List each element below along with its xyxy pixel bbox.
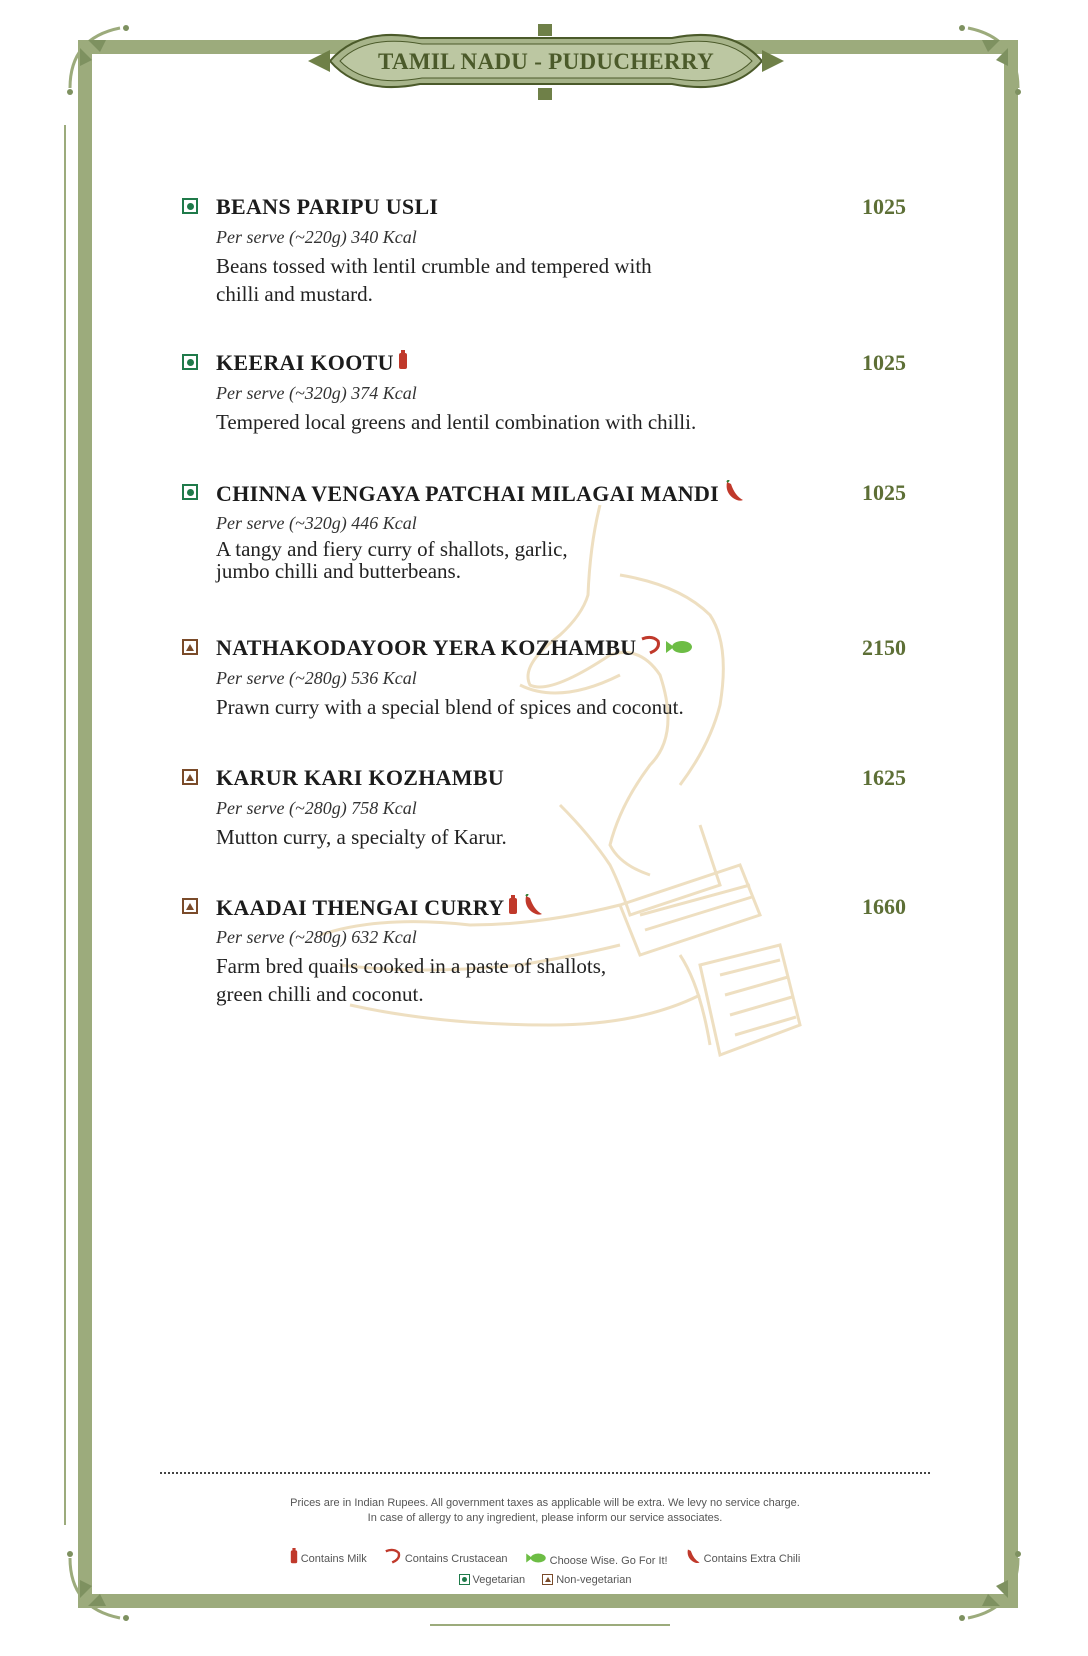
item-name: CHINNA VENGAYA PATCHAI MILAGAI MANDI [216, 481, 720, 506]
item-serving: Per serve (~280g) 536 Kcal [216, 668, 417, 688]
item-description [216, 823, 776, 851]
item-name: KEERAI KOOTU [216, 350, 394, 375]
footer-divider [160, 1472, 930, 1474]
description-line: A tangy and fiery curry of shallots, garlic, [216, 537, 568, 561]
chili-icon [685, 1548, 701, 1570]
legend-label: Vegetarian [472, 1573, 526, 1586]
legend-label: Contains Milk [300, 1553, 367, 1565]
legend-label: Contains Extra Chili [703, 1553, 801, 1565]
crustacean-icon [640, 635, 662, 661]
vegetarian-icon [182, 484, 198, 500]
footer-note [160, 1496, 930, 1526]
item-description [216, 408, 836, 436]
description-line: Tempered local greens and lentil combination with chilli. [216, 410, 697, 434]
footer-note-line: Prices are in Indian Rupees. All government taxes as applicable will be extra. We levy no service charge. [290, 1497, 800, 1509]
description-line: green chilli and coconut. [216, 982, 424, 1006]
description-line: jumbo chilli and butterbeans. [216, 559, 461, 583]
vegetarian-icon [182, 354, 198, 370]
description-line: Prawn curry with a special blend of spices and coconut. [216, 695, 684, 719]
corner-ornament-top-left [60, 18, 140, 98]
item-description [216, 538, 776, 582]
item-price: 1025 [862, 194, 906, 219]
item-price: 1660 [862, 894, 906, 919]
chili-icon [522, 894, 544, 922]
corner-ornament-bottom-left [60, 1548, 140, 1628]
vegetarian-icon [182, 198, 198, 214]
item-name: KARUR KARI KOZHAMBU [216, 765, 505, 790]
footer-note-line: In case of allergy to any ingredient, please inform our service associates. [367, 1512, 723, 1524]
legend-milk [290, 1548, 367, 1570]
item-description [216, 693, 836, 721]
legend-fish [525, 1552, 668, 1570]
chili-icon [723, 480, 745, 508]
legend-label: Non-vegetarian [556, 1573, 632, 1586]
legend-veg [459, 1571, 526, 1589]
legend-chili [685, 1548, 801, 1570]
item-name: KAADAI THENGAI CURRY [216, 895, 505, 920]
non-vegetarian-icon [182, 898, 198, 914]
non-vegetarian-icon [182, 639, 198, 655]
description-line: Mutton curry, a specialty of Karur. [216, 825, 507, 849]
legend-label: Contains Crustacean [404, 1553, 508, 1565]
milk-icon [398, 350, 408, 376]
item-serving: Per serve (~320g) 446 Kcal [216, 513, 417, 533]
item-price: 1025 [862, 480, 906, 505]
crustacean-icon [384, 1548, 402, 1570]
fish-icon [525, 1552, 547, 1570]
legend-crustacean [384, 1548, 508, 1570]
fish-icon [666, 635, 692, 661]
milk-icon [290, 1548, 298, 1570]
non-vegetarian-icon [542, 1574, 553, 1585]
non-vegetarian-icon [182, 769, 198, 785]
item-serving: Per serve (~280g) 632 Kcal [216, 927, 417, 947]
item-name: NATHAKODAYOOR YERA KOZHAMBU [216, 635, 637, 660]
item-serving: Per serve (~220g) 340 Kcal [216, 227, 417, 247]
description-line: chilli and mustard. [216, 282, 373, 306]
vegetarian-icon [459, 1574, 470, 1585]
legend-label: Choose Wise. Go For It! [549, 1555, 668, 1567]
description-line: Beans tossed with lentil crumble and tempered with [216, 254, 652, 278]
item-price: 2150 [862, 635, 906, 660]
frame-bottom-rule [430, 1624, 670, 1626]
icon-legend [160, 1548, 930, 1589]
item-price: 1625 [862, 765, 906, 790]
item-price: 1025 [862, 350, 906, 375]
item-description [216, 952, 776, 1008]
frame-left-rule [64, 125, 66, 1525]
corner-ornament-top-right [948, 18, 1028, 98]
page-title: TAMIL NADU - PUDUCHERRY [378, 49, 714, 74]
item-description [216, 252, 776, 308]
description-line: Farm bred quails cooked in a paste of shallots, [216, 954, 607, 978]
item-name: BEANS PARIPU USLI [216, 194, 439, 219]
item-serving: Per serve (~280g) 758 Kcal [216, 798, 417, 818]
item-serving: Per serve (~320g) 374 Kcal [216, 383, 417, 403]
milk-icon [508, 895, 518, 921]
header-plaque [300, 16, 792, 106]
corner-ornament-bottom-right [948, 1548, 1028, 1628]
legend-nonveg [542, 1571, 631, 1589]
